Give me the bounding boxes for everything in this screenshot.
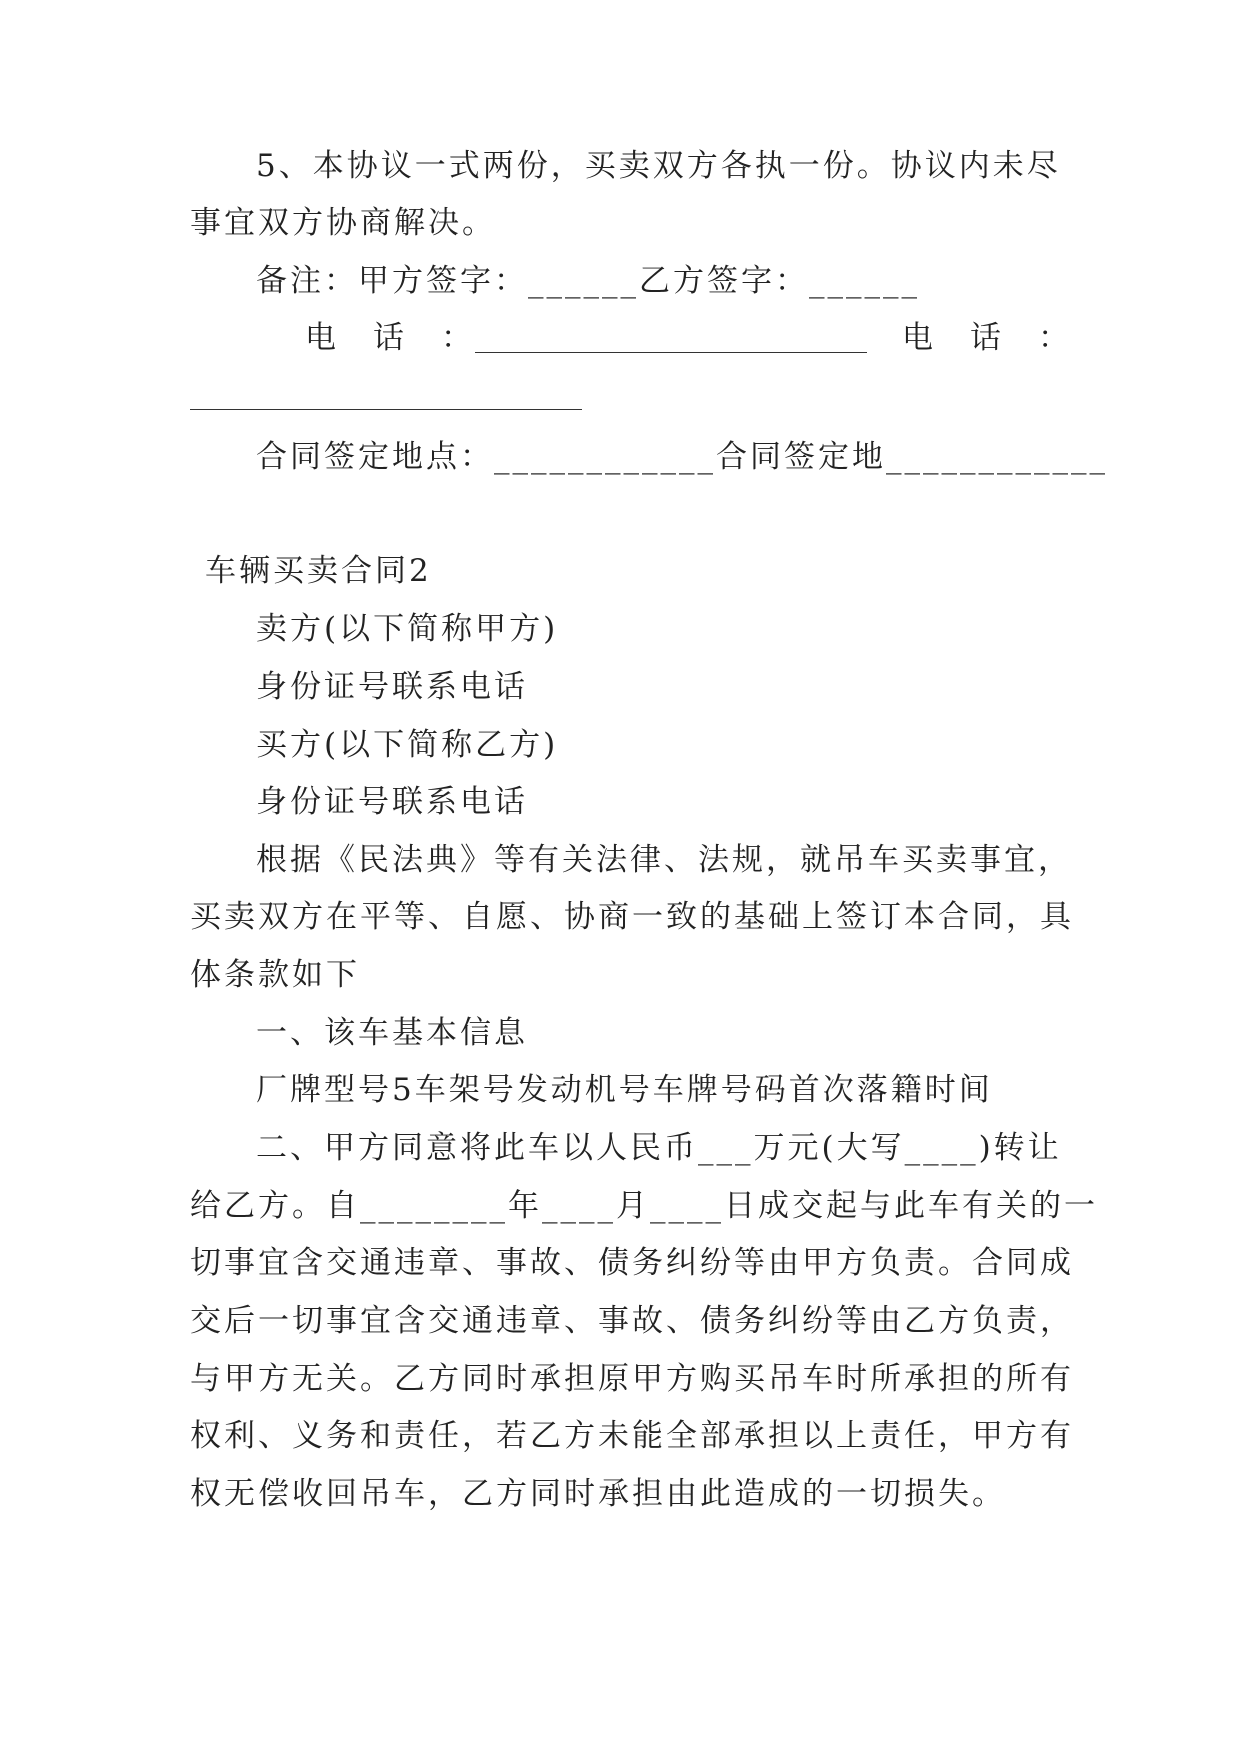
contract-2-title: 车辆买卖合同2 [205, 553, 432, 589]
section-2-line-3: 切事宜含交通违章、事故、债务纠纷等由甲方负责。合同成 [190, 1245, 1074, 1281]
phone-label-party-a: 电 话 ： [305, 320, 475, 356]
section-2-line-6: 权利、义务和责任，若乙方未能全部承担以上责任，甲方有 [190, 1418, 1074, 1454]
clause-5-line-1: 5、本协议一式两份，买卖双方各执一份。协议内未尽 [256, 148, 1061, 184]
clause-5-line-2: 事宜双方协商解决。 [190, 205, 496, 241]
party-a-signature-blank[interactable]: ______ [528, 263, 639, 299]
seller-line: 卖方(以下简称甲方) [256, 611, 559, 647]
seller-id-phone-line: 身份证号联系电话 [256, 669, 528, 705]
contract-place-blank-2[interactable]: ____________ [886, 439, 1108, 475]
buyer-line: 买方(以下简称乙方) [256, 727, 559, 763]
section-1-heading: 一、该车基本信息 [256, 1015, 528, 1051]
section-2-line-7: 权无偿收回吊车，乙方同时承担由此造成的一切损失。 [190, 1476, 1006, 1512]
contract-place-blank[interactable]: ____________ [494, 439, 716, 475]
party-b-signature-blank[interactable]: ______ [809, 263, 920, 299]
signature-line [256, 261, 920, 301]
intro-line-3: 体条款如下 [190, 957, 360, 993]
contract-place-line [256, 437, 1108, 477]
party-b-signature-label: 乙方签字： [639, 263, 809, 299]
section-2-line-4: 交后一切事宜含交通违章、事故、债务纠纷等由乙方负责， [190, 1303, 1074, 1339]
contract-place-label: 合同签定地点： [256, 439, 494, 475]
section-1-fields: 厂牌型号5车架号发动机号车牌号码首次落籍时间 [256, 1072, 993, 1108]
intro-line-2: 买卖双方在平等、自愿、协商一致的基础上签订本合同，具 [190, 899, 1074, 935]
remark-party-a-signature-label: 备注：甲方签字： [256, 263, 528, 299]
phone-blank-party-a[interactable] [475, 352, 867, 353]
phone-label-party-b: 电 话 ： [902, 320, 1072, 356]
section-2-line-5: 与甲方无关。乙方同时承担原甲方购买吊车时所承担的所有 [190, 1361, 1074, 1397]
intro-line-1: 根据《民法典》等有关法律、法规，就吊车买卖事宜， [256, 842, 1072, 878]
contract-place-label-2: 合同签定地 [716, 439, 886, 475]
section-2-line-1: 二、甲方同意将此车以人民币___万元(大写____)转让 [256, 1130, 1062, 1166]
buyer-id-phone-line: 身份证号联系电话 [256, 784, 528, 820]
section-2-line-2: 给乙方。自________年____月____日成交起与此车有关的一 [190, 1188, 1098, 1224]
phone-blank-party-b[interactable] [190, 409, 582, 410]
